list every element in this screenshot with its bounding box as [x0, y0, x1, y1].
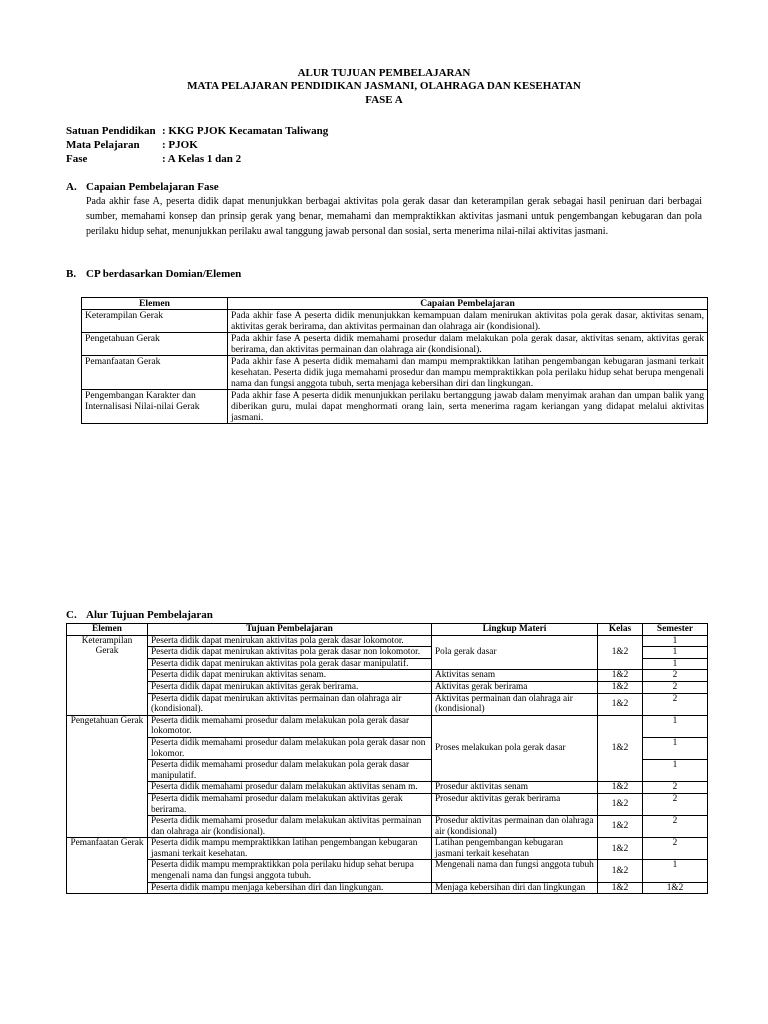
cell-elemen: Keterampilan Gerak: [82, 310, 228, 333]
cell-tujuan: Peserta didik memahami prosedur dalam melakukan aktivitas gerak berirama.: [148, 793, 432, 815]
cell-capaian: Pada akhir fase A peserta didik menunjukkan kemampuan dalam menirukan aktivitas pola gerak dasar, aktivitas senam, aktivitas gerak berirama, dan aktivitas permainan dan olahraga air (kondisional).: [228, 310, 708, 333]
table-row: [67, 693, 708, 715]
cell-kelas: 1&2: [598, 782, 643, 794]
table-row: [67, 670, 708, 682]
cell-elemen: Keterampilan Gerak: [67, 635, 148, 715]
cell-tujuan: Peserta didik memahami prosedur dalam melakukan pola gerak dasar manipulatif.: [148, 760, 432, 782]
cell-tujuan: Peserta didik memahami prosedur dalam melakukan pola gerak dasar lokomotor.: [148, 715, 432, 737]
cell-elemen: Pengembangan Karakter dan Internalisasi Nilai-nilai Gerak: [82, 390, 228, 424]
section-b-heading: [66, 268, 241, 281]
cell-semester: 2: [643, 838, 708, 860]
cell-tujuan: Peserta didik dapat menirukan aktivitas permainan dan olahraga air (kondisional).: [148, 693, 432, 715]
cell-lingkup: Mengenali nama dan fungsi anggota tubuh: [432, 860, 598, 882]
header-lingkup: Lingkup Materi: [432, 624, 598, 636]
section-title: Alur Tujuan Pembelajaran: [86, 609, 213, 621]
cell-lingkup: Aktivitas gerak berirama: [432, 681, 598, 693]
meta-label: Mata Pelajaran: [66, 139, 140, 151]
cell-lingkup: Proses melakukan pola gerak dasar: [432, 715, 598, 782]
cell-kelas: 1&2: [598, 838, 643, 860]
header-capaian: Capaian Pembelajaran: [228, 298, 708, 310]
table-row: [82, 310, 708, 333]
meta-value: : PJOK: [162, 139, 198, 151]
cell-kelas: 1&2: [598, 793, 643, 815]
meta-label: Satuan Pendidikan: [66, 125, 156, 137]
cell-semester: 2: [643, 681, 708, 693]
section-title: Capaian Pembelajaran Fase: [86, 181, 219, 193]
section-number: C.: [66, 609, 77, 621]
cell-semester: 2: [643, 693, 708, 715]
cell-lingkup: Prosedur aktivitas permainan dan olahraga air (kondisional): [432, 816, 598, 838]
cell-elemen: Pemanfaatan Gerak: [67, 838, 148, 894]
table-row: [82, 333, 708, 356]
cell-tujuan: Peserta didik memahami prosedur dalam melakukan aktivitas senam m.: [148, 782, 432, 794]
section-a-heading: [66, 181, 219, 194]
cell-elemen: Pemanfaatan Gerak: [82, 356, 228, 390]
header-elemen: Elemen: [67, 624, 148, 636]
cell-semester: 1: [643, 647, 708, 659]
meta-row-subject: [66, 138, 328, 152]
cell-semester: 1&2: [643, 882, 708, 894]
cell-lingkup: Prosedur aktivitas senam: [432, 782, 598, 794]
atp-table: [66, 623, 708, 894]
cell-kelas: 1&2: [598, 635, 643, 670]
cell-lingkup: Pola gerak dasar: [432, 635, 598, 670]
cell-capaian: Pada akhir fase A peserta didik memahami prosedur dalam melakukan pola gerak dasar, aktivitas senam, aktivitas gerak berirama, dan aktivitas permainan dan olahraga air (kondisional).: [228, 333, 708, 356]
cell-lingkup: Menjaga kebersihan diri dan lingkungan: [432, 882, 598, 894]
identity-block: [66, 124, 328, 166]
cell-semester: 1: [643, 760, 708, 782]
table-row: [67, 782, 708, 794]
cell-lingkup: Aktivitas senam: [432, 670, 598, 682]
section-number: A.: [66, 181, 77, 193]
cell-kelas: 1&2: [598, 715, 643, 782]
meta-row-phase: [66, 152, 328, 166]
table-row: [82, 390, 708, 424]
cell-tujuan: Peserta didik dapat menirukan aktivitas senam.: [148, 670, 432, 682]
table-row: [67, 715, 708, 737]
meta-value: : A Kelas 1 dan 2: [162, 153, 242, 165]
cell-tujuan: Peserta didik dapat menirukan aktivitas pola gerak dasar non lokomotor.: [148, 647, 432, 659]
cell-kelas: 1&2: [598, 860, 643, 882]
cell-capaian: Pada akhir fase A peserta didik memahami dan mampu mempraktikkan latihan pengembangan kebugaran jasmani terkait kesehatan. Peserta didik juga memahami prosedur dan mampu mempraktikkan pola perilaku hidup sehat berupa mengenali nama dan fungsi anggota tubuh, serta menjaga kebersihan diri dan lingkungan.: [228, 356, 708, 390]
cell-lingkup: Aktivitas permainan dan olahraga air (kondisional): [432, 693, 598, 715]
table-row: [82, 356, 708, 390]
section-number: B.: [66, 268, 77, 280]
cell-tujuan: Peserta didik mampu mempraktikkan latihan pengembangan kebugaran jasmani terkait kesehatan.: [148, 838, 432, 860]
header-tujuan: Tujuan Pembelajaran: [148, 624, 432, 636]
header-semester: Semester: [643, 624, 708, 636]
cell-semester: 1: [643, 860, 708, 882]
section-c-heading: [66, 609, 213, 622]
doc-title: ALUR TUJUAN PEMBELAJARAN: [297, 67, 471, 79]
table-header-row: [82, 298, 708, 310]
section-title: CP berdasarkan Domian/Elemen: [86, 268, 242, 280]
section-a-paragraph: Pada akhir fase A, peserta didik dapat menunjukkan berbagai aktivitas pola gerak dasar dan keterampilan gerak sebagai hasil peniruan dari berbagai sumber, memahami konsep dan prinsip gerak yang benar, memahami dan mempraktikkan aktivitas jasmani untuk pengembangan kebugaran dan pola perilaku hidup sehat, menunjukkan perilaku awal tanggung jawab personal dan sosial, serta menerima nilai-nilai aktivitas jasmani.: [86, 196, 702, 237]
cell-semester: 1: [643, 635, 708, 647]
cell-kelas: 1&2: [598, 670, 643, 682]
table-row: [67, 635, 708, 647]
cell-kelas: 1&2: [598, 816, 643, 838]
cell-semester: 1: [643, 658, 708, 670]
cell-tujuan: Peserta didik dapat menirukan aktivitas pola gerak dasar lokomotor.: [148, 635, 432, 647]
table-row: [67, 838, 708, 860]
table-row: [67, 793, 708, 815]
table-row: [67, 860, 708, 882]
cell-kelas: 1&2: [598, 693, 643, 715]
meta-label: Fase: [66, 153, 88, 165]
table-header-row: [67, 624, 708, 636]
header-kelas: Kelas: [598, 624, 643, 636]
cp-element-table: [81, 297, 708, 424]
cell-tujuan: Peserta didik dapat menirukan aktivitas gerak berirama.: [148, 681, 432, 693]
table-row: [67, 681, 708, 693]
cell-semester: 1: [643, 737, 708, 759]
cell-semester: 2: [643, 816, 708, 838]
cell-tujuan: Peserta didik dapat menirukan aktivitas pola gerak dasar manipulatif.: [148, 658, 432, 670]
cell-elemen: Pengetahuan Gerak: [67, 715, 148, 838]
doc-subtitle: MATA PELAJARAN PENDIDIKAN JASMANI, OLAHRAGA DAN KESEHATAN: [187, 80, 581, 92]
doc-phase: FASE A: [365, 94, 403, 106]
cell-kelas: 1&2: [598, 882, 643, 894]
cell-semester: 1: [643, 715, 708, 737]
cell-semester: 2: [643, 670, 708, 682]
cell-elemen: Pengetahuan Gerak: [82, 333, 228, 356]
cell-tujuan: Peserta didik mampu mempraktikkan pola perilaku hidup sehat berupa mengenali nama dan fungsi anggota tubuh.: [148, 860, 432, 882]
cell-tujuan: Peserta didik mampu menjaga kebersihan diri dan lingkungan.: [148, 882, 432, 894]
cell-tujuan: Peserta didik memahami prosedur dalam melakukan pola gerak dasar non lokomor.: [148, 737, 432, 759]
cell-lingkup: Prosedur aktivitas gerak berirama: [432, 793, 598, 815]
header-elemen: Elemen: [82, 298, 228, 310]
cell-semester: 2: [643, 793, 708, 815]
cell-lingkup: Latihan pengembangan kebugaran jasmani terkait kesehatan: [432, 838, 598, 860]
meta-row-school: [66, 124, 328, 138]
cell-semester: 2: [643, 782, 708, 794]
cell-kelas: 1&2: [598, 681, 643, 693]
meta-value: : KKG PJOK Kecamatan Taliwang: [162, 125, 329, 137]
table-row: [67, 882, 708, 894]
cell-capaian: Pada akhir fase A peserta didik menunjukkan perilaku bertanggung jawab dalam menyimak arahan dan umpan balik yang diberikan guru, mulai dapat menghormati orang lain, serta menerima ragam keriangan yang didapat melalui aktivitas jasmani.: [228, 390, 708, 424]
table-row: [67, 816, 708, 838]
cell-tujuan: Peserta didik memahami prosedur dalam melakukan aktivitas permainan dan olahraga air (kondisional).: [148, 816, 432, 838]
